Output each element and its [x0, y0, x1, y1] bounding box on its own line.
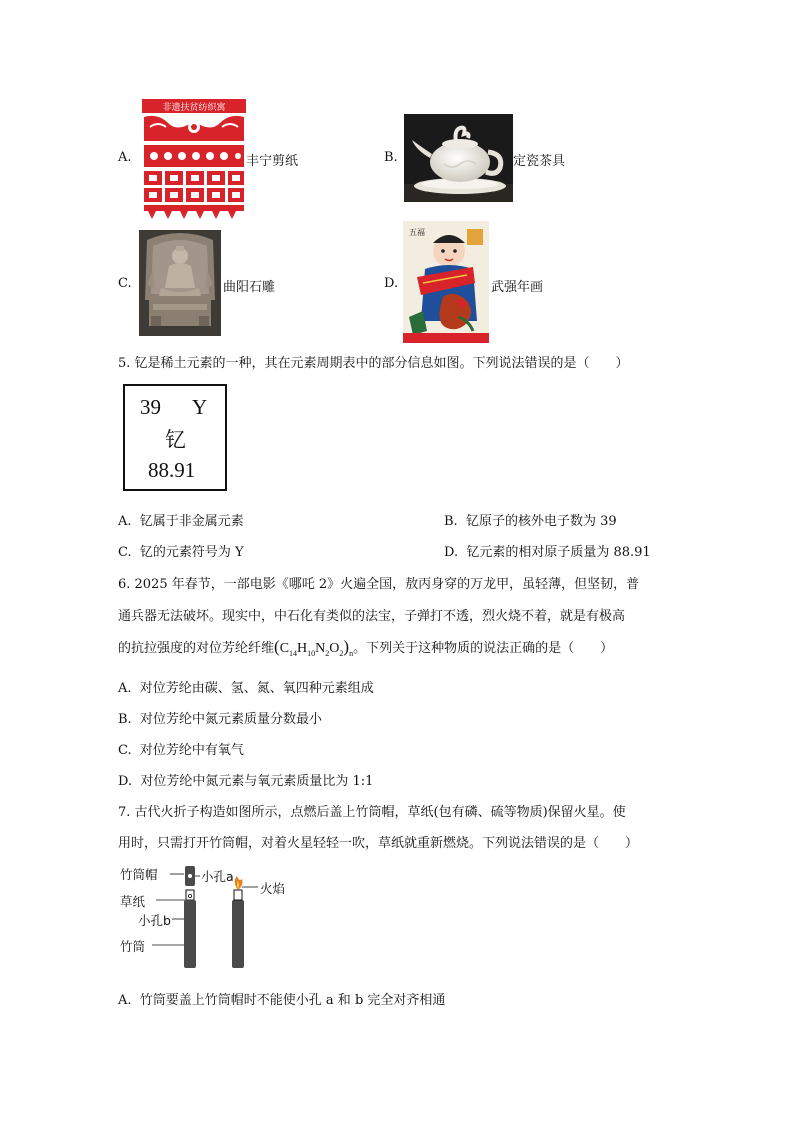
- chemical-formula: $(C_{14}H_{10}N_2O_2)_n$: [274, 637, 354, 658]
- element-name: 钇: [165, 428, 186, 452]
- q6-option-d: [118, 770, 373, 789]
- q6-line-2: 通兵器无法破坏。现实中，中石化有类似的法宝，子弹打不透，烈火烧不着，就是有极高: [118, 609, 626, 624]
- fire-starter-diagram: [118, 860, 318, 972]
- element-atomic-mass: 88.91: [148, 458, 196, 482]
- q6-option-c-text: 对位芳纶中有氧气: [139, 743, 244, 758]
- q5-option-c-text: 钇的元素符号为 Y: [139, 545, 244, 560]
- q7-option-a: [118, 989, 445, 1008]
- new-year-picture-image: [403, 221, 489, 343]
- q6-option-b-text: 对位芳纶中氮元素质量分数最小: [139, 712, 322, 727]
- q6-option-b-letter: B.: [118, 712, 132, 727]
- option-a-label: 丰宁剪纸: [246, 154, 299, 169]
- q6-line-3: [118, 637, 613, 658]
- q6-option-b: [118, 708, 322, 727]
- q6-option-a-letter: A.: [118, 681, 132, 696]
- q6-option-d-letter: D.: [118, 774, 133, 789]
- q5-option-b-text: 钇原子的核外电子数为 39: [465, 514, 617, 529]
- q6-option-c: [118, 739, 244, 758]
- q6-option-d-text: 对位芳纶中氮元素与氧元素质量比为 1:1: [140, 774, 374, 789]
- paper-cut-header: 非遗扶贫纺织寓: [162, 103, 226, 113]
- label-hole-b: 小孔b: [138, 913, 171, 928]
- option-c-letter: C.: [118, 276, 132, 291]
- q5-option-a: [118, 510, 244, 529]
- q6-line-1: 6. 2025 年春节，一部电影《哪吒 2》火遍全国，敖丙身穿的万龙甲，虽轻薄，但坚韧，普: [118, 577, 640, 592]
- element-symbol: Y: [192, 395, 208, 419]
- paper-cut-image: [138, 97, 250, 219]
- q7-option-a-letter: A.: [118, 993, 132, 1008]
- q5-option-d: [444, 541, 651, 560]
- option-a-letter: A.: [118, 150, 132, 165]
- element-card: [123, 384, 227, 491]
- stone-carving-image: [139, 230, 221, 336]
- option-c-label: 曲阳石雕: [223, 280, 276, 295]
- q7-option-a-text: 竹筒要盖上竹筒帽时不能使小孔 a 和 b 完全对齐相通: [139, 993, 446, 1008]
- label-flame: 火焰: [260, 881, 286, 896]
- q6-line-3-post: 。下列关于这种物质的说法正确的是（ ）: [353, 641, 614, 656]
- q5-option-b: [444, 510, 617, 529]
- new-year-corner-text: 五福: [409, 228, 425, 237]
- q5-option-c-letter: C.: [118, 545, 132, 560]
- q6-line-3-pre: 的抗拉强度的对位芳纶纤维: [118, 641, 275, 656]
- option-b-letter: B.: [384, 150, 398, 165]
- q7-line-2: 用时，只需打开竹筒帽，对着火星轻轻一吹，草纸就重新燃烧。下列说法错误的是（ ）: [118, 836, 639, 851]
- q6-option-a-text: 对位芳纶由碳、氢、氮、氧四种元素组成: [139, 681, 374, 696]
- q5-option-d-letter: D.: [444, 545, 459, 560]
- element-atomic-number: 39: [140, 395, 161, 419]
- q6-option-a: [118, 677, 374, 696]
- q5-option-c: [118, 541, 244, 560]
- q5-option-a-text: 钇属于非金属元素: [139, 514, 244, 529]
- label-hole-a: 小孔a: [201, 869, 234, 884]
- q5-option-d-text: 钇元素的相对原子质量为 88.91: [466, 545, 651, 560]
- option-d-letter: D.: [384, 276, 399, 291]
- q5-option-a-letter: A.: [118, 514, 132, 529]
- label-paper: 草纸: [120, 894, 146, 909]
- label-bamboo-cap: 竹筒帽: [120, 867, 158, 882]
- q5-option-b-letter: B.: [444, 514, 458, 529]
- option-d-label: 武强年画: [491, 280, 544, 295]
- teapot-image: [404, 114, 513, 202]
- q6-option-c-letter: C.: [118, 743, 132, 758]
- q5-stem: 5. 钇是稀土元素的一种，其在元素周期表中的部分信息如图。下列说法错误的是（ ）: [118, 356, 629, 371]
- option-b-label: 定瓷茶具: [513, 154, 566, 169]
- q7-line-1: 7. 古代火折子构造如图所示，点燃后盖上竹筒帽，草纸(包有磷、硫等物质)保留火星。使: [118, 805, 626, 820]
- label-bamboo-tube: 竹筒: [120, 939, 146, 954]
